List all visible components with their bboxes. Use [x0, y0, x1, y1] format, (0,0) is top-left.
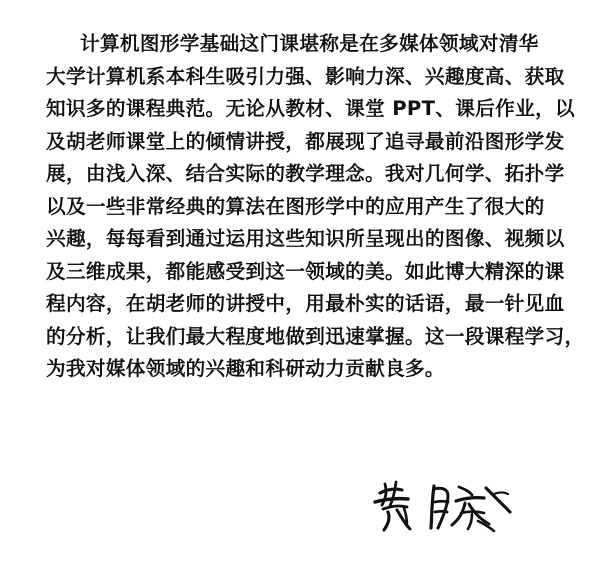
paragraph-line-3: 知识多的课程典范。无论从教材、课堂 PPT、课后作业，以	[46, 97, 575, 120]
handwritten-signature	[368, 474, 518, 536]
paragraph-line-7: 兴趣，每每看到通过运用这些知识所呈现出的图像、视频以	[46, 227, 565, 250]
paragraph-line-4: 及胡老师课堂上的倾情讲授，都展现了追寻最前沿图形学发	[46, 129, 565, 153]
paragraph-line-6: 以及一些非常经典的算法在图形学中的应用产生了很大的	[46, 194, 545, 218]
paragraph-line-11: 为我对媒体领域的兴趣和科研动力贡献良多。	[46, 357, 445, 380]
paragraph-line-10: 的分析，让我们最大程度地做到迅速掌握。这一段课程学习，	[46, 324, 585, 348]
testimonial-paragraph	[46, 28, 585, 386]
paragraph-line-2: 大学计算机系本科生吸引力强、影响力深、兴趣度高、获取	[46, 64, 565, 88]
paragraph-line-8: 及三维成果，都能感受到这一领域的美。如此博大精深的课	[46, 259, 565, 283]
paragraph-line-5: 展，由浅入深、结合实际的教学理念。我对几何学、拓扑学	[46, 162, 565, 185]
paragraph-line-1: 计算机图形学基础这门课堪称是在多媒体领域对清华	[80, 32, 539, 55]
paragraph-line-9: 程内容，在胡老师的讲授中，用最朴实的话语，最一针见血	[46, 292, 565, 315]
